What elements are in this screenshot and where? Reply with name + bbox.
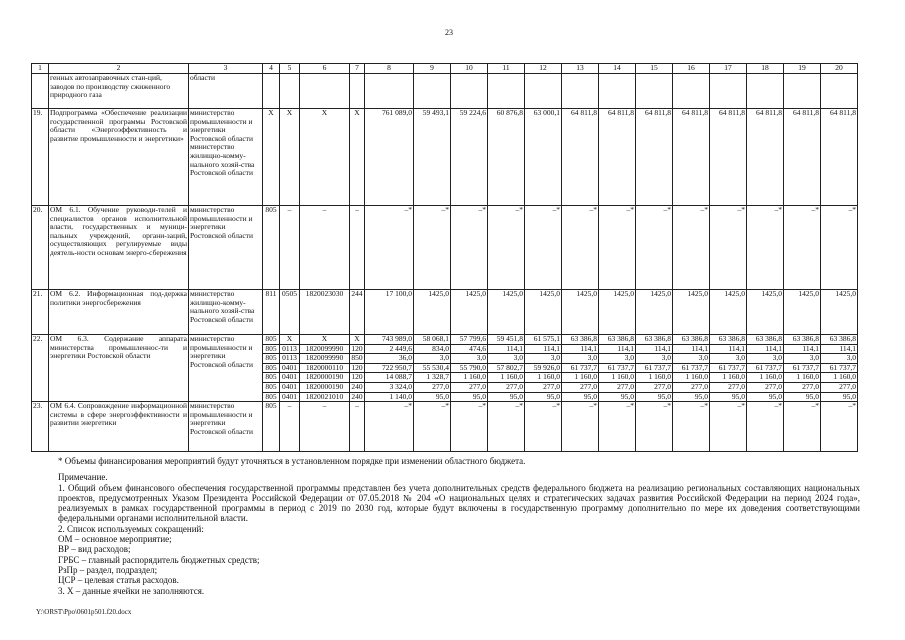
code-cell: Х xyxy=(300,109,350,206)
amount-cell: –* xyxy=(562,402,599,452)
amount-cell: 64 811,8 xyxy=(710,109,747,206)
amount-cell: 1425,0 xyxy=(784,290,821,335)
measure-name-cell: ОМ 6.4. Сопровождение информационной системы в сфере энергоэффективности и развитии энергетики xyxy=(49,402,189,452)
code-cell: 120 xyxy=(351,372,363,382)
amount-cell: –* xyxy=(488,402,525,452)
amount-cell: 3 324,0 xyxy=(365,382,414,392)
amount-cell: 61 737,7 xyxy=(599,363,636,373)
amount-cell: 63 000,1 xyxy=(525,109,562,206)
amount-cell: 60 876,8 xyxy=(488,109,525,206)
amount-cell: 63 386,8 xyxy=(710,335,747,345)
amount-cell: –* xyxy=(710,206,747,290)
amount-cell: 1425,0 xyxy=(821,290,858,335)
code-cell: 805 xyxy=(263,382,280,392)
row-number-cell: 23. xyxy=(32,402,49,452)
amount-cell: –* xyxy=(525,206,562,290)
code-cell: – xyxy=(280,402,300,452)
amount-cell: 64 811,8 xyxy=(821,109,858,206)
amount-cell: 3,0 xyxy=(821,354,858,364)
column-number: 20 xyxy=(821,64,858,74)
row-number-cell: 22. xyxy=(32,335,49,402)
empty-cell xyxy=(488,74,525,109)
amount-cell: 277,0 xyxy=(525,382,562,392)
amount-cell: 1425,0 xyxy=(710,290,747,335)
amount-cell: 61 575,1 xyxy=(525,335,562,345)
code-cell: 805 xyxy=(263,402,280,452)
column-number: 19 xyxy=(784,64,821,74)
amount-cell: 3,0 xyxy=(525,354,562,364)
amount-cell: –* xyxy=(599,402,636,452)
amount-cell: 277,0 xyxy=(451,382,488,392)
executor-cell: министерство промышленности и энергетики Ростовской области министерство жилищно-комму-нального хозяй-ства Ростовской области xyxy=(189,109,263,206)
amount-cell: –* xyxy=(414,206,451,290)
amount-cell: 95,0 xyxy=(821,392,858,402)
note-title: Примечание. xyxy=(58,472,108,483)
code-cell: 1820023030 xyxy=(300,290,350,335)
amount-cell: 1425,0 xyxy=(673,290,710,335)
table-row xyxy=(32,109,858,206)
empty-cell xyxy=(300,74,350,109)
amount-cell: –* xyxy=(784,206,821,290)
empty-cell xyxy=(599,74,636,109)
amount-cell: 277,0 xyxy=(673,382,710,392)
amount-cell: –* xyxy=(784,402,821,452)
amount-cell: 3,0 xyxy=(414,354,451,364)
amount-cell: –* xyxy=(599,206,636,290)
code-cell: 850 xyxy=(351,353,363,363)
amount-cell: 63 386,8 xyxy=(599,335,636,345)
empty-cell xyxy=(365,74,414,109)
amount-cell: 63 386,8 xyxy=(562,335,599,345)
amount-cell: 474,6 xyxy=(451,344,488,354)
amount-cell: 277,0 xyxy=(747,382,784,392)
code-cell: 0401 xyxy=(280,392,300,402)
table-row xyxy=(32,402,858,452)
code-cell: – xyxy=(300,402,350,452)
column-number: 6 xyxy=(300,64,350,74)
amount-cell: 3,0 xyxy=(488,354,525,364)
abbr-grbs: ГРБС – главный распорядитель бюджетных средств; xyxy=(58,554,260,565)
amount-cell: 63 386,8 xyxy=(784,335,821,345)
amount-cell: –* xyxy=(525,402,562,452)
amount-cell: 64 811,8 xyxy=(673,109,710,206)
amount-cell: 59 926,0 xyxy=(525,363,562,373)
column-number: 16 xyxy=(673,64,710,74)
amount-cell: 36,0 xyxy=(365,354,414,364)
note-2: 2. Список используемых сокращений: xyxy=(58,523,204,534)
amount-cell: 1 160,0 xyxy=(488,373,525,383)
column-number: 12 xyxy=(525,64,562,74)
amount-cell: 1425,0 xyxy=(562,290,599,335)
empty-cell xyxy=(562,74,599,109)
amount-cell: 277,0 xyxy=(636,382,673,392)
amount-cell: 1 160,0 xyxy=(562,373,599,383)
code-cell: 240 xyxy=(351,392,363,401)
executor-cell: министерство промышленности и энергетики Ростовской области xyxy=(189,335,263,402)
column-number: 15 xyxy=(636,64,673,74)
amount-cell: 114,1 xyxy=(747,344,784,354)
code-cell: 0401 xyxy=(280,363,300,373)
code-cell: 805 xyxy=(263,206,280,290)
amount-cell: 1425,0 xyxy=(747,290,784,335)
amount-cell: 95,0 xyxy=(414,392,451,402)
amount-cell: 114,1 xyxy=(525,344,562,354)
amount-cell: 61 737,7 xyxy=(710,363,747,373)
amount-cell: 1425,0 xyxy=(488,290,525,335)
amount-cell: 3,0 xyxy=(673,354,710,364)
amount-cell: 277,0 xyxy=(710,382,747,392)
amount-cell: 1 160,0 xyxy=(599,373,636,383)
amount-cell: 64 811,8 xyxy=(636,109,673,206)
amount-cell: 114,1 xyxy=(488,344,525,354)
amount-cell: 63 386,8 xyxy=(821,335,858,345)
amount-cell: 95,0 xyxy=(562,392,599,402)
amount-cell: –* xyxy=(821,206,858,290)
empty-cell xyxy=(710,74,747,109)
table-row xyxy=(32,290,858,335)
amount-cell: –* xyxy=(414,402,451,452)
empty-cell xyxy=(747,74,784,109)
executor-cell: министерство жилищно-комму-нального хозяй-ства Ростовской области xyxy=(189,290,263,335)
measure-name-cell: ОМ 6.2. Информационная под-держка политики энергосбережения xyxy=(49,290,189,335)
row-number-cell: 21. xyxy=(32,290,49,335)
column-number: 9 xyxy=(414,64,451,74)
measure-name-cell: ОМ 6.3. Содержание аппарата министерства промышленнос-ти и энергетики Ростовской области xyxy=(49,335,189,402)
header-row xyxy=(32,64,858,74)
amount-cell: 3,0 xyxy=(636,354,673,364)
column-number: 1 xyxy=(32,64,49,74)
amount-cell: 277,0 xyxy=(562,382,599,392)
amount-cell: 95,0 xyxy=(451,392,488,402)
amount-cell: 64 811,8 xyxy=(562,109,599,206)
amount-cell: –* xyxy=(636,402,673,452)
amount-cell: 114,1 xyxy=(636,344,673,354)
empty-cell xyxy=(414,74,451,109)
amount-cell: 761 089,0 xyxy=(365,109,414,206)
abbr-rzpr: РзПр – раздел, подраздел; xyxy=(58,564,158,575)
amount-cell: 3,0 xyxy=(710,354,747,364)
amount-cell: –* xyxy=(673,402,710,452)
column-number: 13 xyxy=(562,64,599,74)
amount-cell: 114,1 xyxy=(599,344,636,354)
amount-cell: 114,1 xyxy=(562,344,599,354)
amount-cell: 1 328,7 xyxy=(414,373,451,383)
code-cell: Х xyxy=(280,109,300,206)
amount-cell: 3,0 xyxy=(747,354,784,364)
amount-cell: 59 224,6 xyxy=(451,109,488,206)
amount-cell: –* xyxy=(821,402,858,452)
code-cell: 805 xyxy=(263,344,280,354)
amount-cell: 55 790,0 xyxy=(451,363,488,373)
code-cell: 1820000190 xyxy=(300,373,350,383)
amount-cell: 64 811,8 xyxy=(784,109,821,206)
code-cell: 1820021010 xyxy=(300,392,350,402)
code-cell: 0113 xyxy=(280,354,300,364)
amount-cell: 114,1 xyxy=(710,344,747,354)
amount-cell: –* xyxy=(451,402,488,452)
code-cell: 811 xyxy=(263,290,280,335)
footnote: * Объемы финансирования мероприятий будут уточняться в установленном порядке при изменении областного бюджета. xyxy=(58,456,526,466)
note-1: 1. Общий объем финансового обеспечения государственной программы представлен без учета дополнительных средств федерального бюджета на реализацию региональных составляющих национальных проектов, предусмотренных Указом Президента Российской Федерации от 07.05.2018 № 204 «О национальных целях и стратегических задачах развития Российской Федерации на период 2024 года», реализуемых в рамках государственной программы в период с 2019 по 2030 год, которые будут включены в государственную программу дополнительно по мере их доведения соответствующими федеральными органами исполнительной власти. xyxy=(58,482,860,524)
amount-cell: 1425,0 xyxy=(599,290,636,335)
amount-cell: 277,0 xyxy=(414,382,451,392)
amount-cell: 1 160,0 xyxy=(747,373,784,383)
amount-cell: 1 160,0 xyxy=(525,373,562,383)
amount-cell: 61 737,7 xyxy=(784,363,821,373)
empty-cell xyxy=(525,74,562,109)
code-cell: 805 xyxy=(263,363,280,373)
code-cell: 1820099990 xyxy=(300,354,350,364)
amount-cell: 95,0 xyxy=(673,392,710,402)
table-row-continued xyxy=(32,74,858,109)
column-number: 17 xyxy=(710,64,747,74)
amount-cell: 1 160,0 xyxy=(821,373,858,383)
measure-name-cell: ОМ 6.1. Обучение руководи-телей и специалистов органов исполнительной власти, государственных и муници-пальных учреждений, органи-заций, осуществляющих регулируемые виды деятель-ности основам энерго-сбережения xyxy=(49,206,189,290)
amount-cell: 1425,0 xyxy=(525,290,562,335)
code-cell: 0401 xyxy=(280,382,300,392)
amount-cell: 17 100,0 xyxy=(365,290,414,335)
amount-cell: 722 950,7 xyxy=(365,363,414,373)
code-cell: – xyxy=(300,206,350,290)
amount-cell: 61 737,7 xyxy=(562,363,599,373)
amount-cell: 743 989,0 xyxy=(365,335,414,345)
amount-cell: 61 737,7 xyxy=(747,363,784,373)
code-cell: – xyxy=(350,402,365,452)
measure-name-cell: Подпрограмма «Обеспечение реализации государственной программы Ростовской области «Энергоэффективность и развитие промышленности и энергетики» xyxy=(49,109,189,206)
amount-cell: 64 811,8 xyxy=(747,109,784,206)
amount-cell: 1425,0 xyxy=(451,290,488,335)
amount-cell: 1 160,0 xyxy=(451,373,488,383)
amount-cell: 95,0 xyxy=(525,392,562,402)
code-cell: 1820099990 xyxy=(300,344,350,354)
amount-cell: 3,0 xyxy=(451,354,488,364)
amount-cell: 3,0 xyxy=(599,354,636,364)
code-cell: 805 xyxy=(263,373,280,383)
amount-cell: 64 811,8 xyxy=(599,109,636,206)
amount-cell: 1 160,0 xyxy=(673,373,710,383)
code-cell: Х xyxy=(300,335,350,345)
amount-cell: 2 449,6 xyxy=(365,344,414,354)
amount-cell: 14 088,7 xyxy=(365,373,414,383)
amount-cell: 61 737,7 xyxy=(821,363,858,373)
code-cell: – xyxy=(280,206,300,290)
column-number: 11 xyxy=(488,64,525,74)
amount-cell: 3,0 xyxy=(562,354,599,364)
amount-cell: 277,0 xyxy=(821,382,858,392)
amount-cell: 114,1 xyxy=(784,344,821,354)
amount-cell: 95,0 xyxy=(599,392,636,402)
amount-cell: 1425,0 xyxy=(414,290,451,335)
amount-cell: 1425,0 xyxy=(636,290,673,335)
empty-cell xyxy=(784,74,821,109)
empty-cell xyxy=(263,74,280,109)
amount-cell: 57 799,6 xyxy=(451,335,488,345)
amount-cell: 114,1 xyxy=(673,344,710,354)
code-cell: 805 xyxy=(263,354,280,364)
budget-table xyxy=(31,63,858,452)
column-number: 10 xyxy=(451,64,488,74)
amount-cell: –* xyxy=(562,206,599,290)
code-cell: 805 xyxy=(263,335,280,345)
column-number: 3 xyxy=(189,64,263,74)
amount-cell: 277,0 xyxy=(599,382,636,392)
amount-cell: –* xyxy=(710,402,747,452)
amount-cell: 63 386,8 xyxy=(747,335,784,345)
column-number: 2 xyxy=(49,64,189,74)
file-path: Y:\ORST\Ppo\0601p501.f20.docx xyxy=(36,608,132,616)
code-cell: 0401 xyxy=(280,373,300,383)
page-number: 23 xyxy=(445,28,453,37)
code-cell: 0113 xyxy=(280,344,300,354)
amount-cell: 277,0 xyxy=(488,382,525,392)
code-cell: 120 xyxy=(351,363,363,372)
amount-cell: 834,0 xyxy=(414,344,451,354)
amount-cell: 3,0 xyxy=(784,354,821,364)
amount-cell: 95,0 xyxy=(747,392,784,402)
amount-cell: –* xyxy=(365,402,414,452)
amount-cell: 63 386,8 xyxy=(673,335,710,345)
empty-cell xyxy=(280,74,300,109)
amount-cell: 95,0 xyxy=(710,392,747,402)
empty-cell xyxy=(673,74,710,109)
empty-cell xyxy=(451,74,488,109)
abbr-vr: ВР – вид расходов; xyxy=(58,544,131,555)
column-number: 18 xyxy=(747,64,784,74)
code-cell: Х xyxy=(350,335,365,345)
notes-section xyxy=(58,456,860,596)
code-cell: 120 xyxy=(351,344,363,353)
column-number: 4 xyxy=(263,64,280,74)
amount-cell: 1 140,0 xyxy=(365,392,414,402)
amount-cell: 277,0 xyxy=(784,382,821,392)
code-cell: Х xyxy=(280,335,300,345)
code-cell: – xyxy=(350,206,365,290)
column-number: 8 xyxy=(365,64,414,74)
amount-cell: 61 737,7 xyxy=(673,363,710,373)
code-cell: 1820000110 xyxy=(300,363,350,373)
amount-cell: 63 386,8 xyxy=(636,335,673,345)
amount-cell: 59 451,8 xyxy=(488,335,525,345)
amount-cell: 95,0 xyxy=(784,392,821,402)
amount-cell: 61 737,7 xyxy=(636,363,673,373)
row-number-cell: 19. xyxy=(32,109,49,206)
amount-cell: 1 160,0 xyxy=(636,373,673,383)
amount-cell: –* xyxy=(673,206,710,290)
amount-cell: –* xyxy=(747,206,784,290)
column-number: 5 xyxy=(280,64,300,74)
amount-cell: –* xyxy=(636,206,673,290)
amount-cell: 58 068,1 xyxy=(414,335,451,345)
amount-cell: –* xyxy=(451,206,488,290)
abbr-csr: ЦСР – целевая статья расходов. xyxy=(58,575,179,586)
amount-cell: 57 802,7 xyxy=(488,363,525,373)
code-cell: 244 xyxy=(350,290,365,335)
amount-cell: –* xyxy=(365,206,414,290)
table-row xyxy=(32,206,858,290)
column-number: 14 xyxy=(599,64,636,74)
column-number: 7 xyxy=(350,64,365,74)
code-cell: Х xyxy=(350,109,365,206)
executor-cell: министерство промышленности и энергетики Ростовской области xyxy=(189,206,263,290)
code-cell: Х xyxy=(263,109,280,206)
code-cell: 0505 xyxy=(280,290,300,335)
row-number-cell: 20. xyxy=(32,206,49,290)
table-row-sub xyxy=(32,335,858,345)
amount-cell: 59 493,1 xyxy=(414,109,451,206)
amount-cell: 1 160,0 xyxy=(710,373,747,383)
amount-cell: –* xyxy=(747,402,784,452)
amount-cell: 55 530,4 xyxy=(414,363,451,373)
code-cell: 805 xyxy=(263,392,280,402)
amount-cell: 1 160,0 xyxy=(784,373,821,383)
code-cell: 1820000190 xyxy=(300,382,350,392)
executor-cell: министерство промышленности и энергетики Ростовской области xyxy=(189,402,263,452)
executor-cell: области xyxy=(189,74,263,109)
amount-cell: 95,0 xyxy=(488,392,525,402)
abbr-om: ОМ – основное мероприятие; xyxy=(58,534,172,545)
amount-cell: 114,1 xyxy=(821,344,858,354)
code-cell: 240 xyxy=(351,382,363,391)
amount-cell: 95,0 xyxy=(636,392,673,402)
empty-cell xyxy=(350,74,365,109)
empty-cell xyxy=(636,74,673,109)
measure-name-cell: генных автозаправочных стан-ций, заводов по производству сжиженного природного газа xyxy=(49,74,189,109)
empty-cell xyxy=(821,74,858,109)
row-number-cell xyxy=(32,74,49,109)
amount-cell: –* xyxy=(488,206,525,290)
note-3: 3. Х – данные ячейки не заполняются. xyxy=(58,585,205,596)
